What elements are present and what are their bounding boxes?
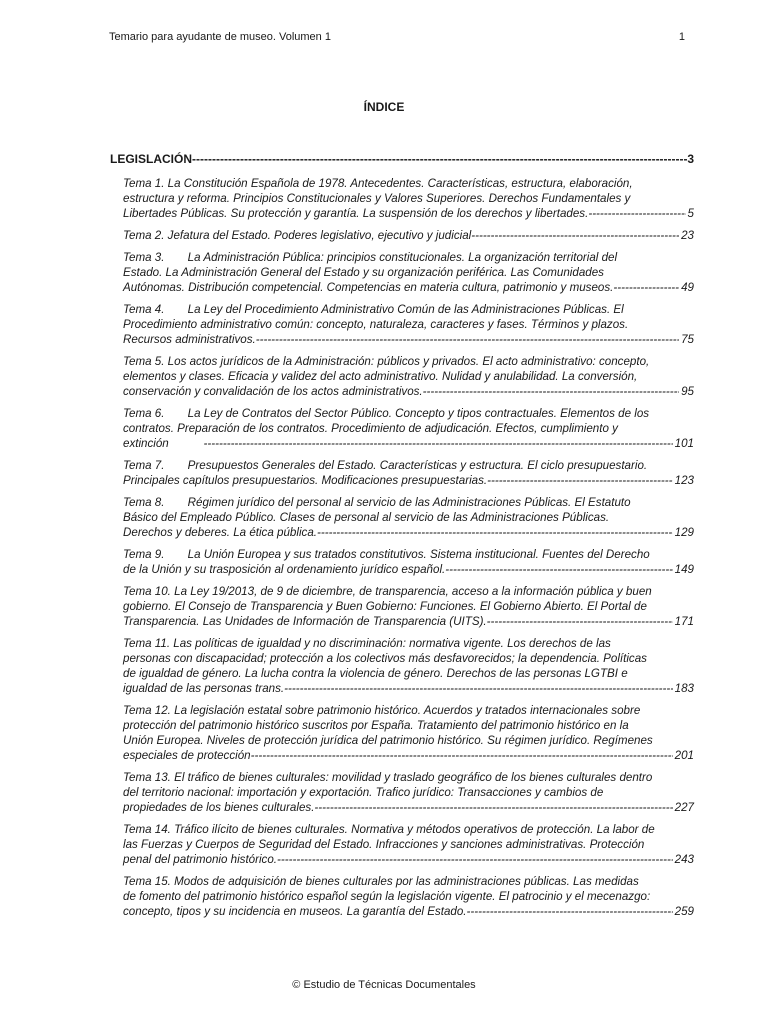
toc-item-line bbox=[123, 785, 694, 800]
table-of-contents bbox=[110, 152, 694, 926]
toc-item-text: Unión Europea. Niveles de protección jurídica del patrimonio histórico. Su régimen jurídico. Regímenes bbox=[123, 734, 653, 747]
dot-leader bbox=[423, 384, 679, 399]
dot-leader bbox=[471, 228, 679, 243]
toc-item-text: Tema 8. Régimen jurídico del personal al servicio de las Administraciones Públicas. El Estatuto bbox=[123, 496, 631, 509]
toc-item-page: 101 bbox=[674, 437, 694, 450]
toc-item-text: de igualdad de género. La lucha contra la violencia de género. Derechos de las personas LGTBI e bbox=[123, 667, 628, 680]
toc-item-text: Autónomas. Distribución competencial. Competencias en materia cultura, patrimonio y museos. bbox=[123, 281, 614, 294]
page-number: 1 bbox=[678, 31, 685, 43]
toc-item-text: elementos y clases. Eficacia y validez del acto administrativo. Nulidad y anulabilidad. La conversión, bbox=[123, 370, 638, 383]
toc-item[interactable] bbox=[123, 547, 694, 577]
toc-item[interactable] bbox=[123, 302, 694, 347]
toc-item-line bbox=[123, 473, 694, 488]
toc-item[interactable] bbox=[123, 228, 694, 243]
toc-item-line bbox=[123, 206, 694, 221]
toc-item-text: Tema 6. La Ley de Contratos del Sector Público. Concepto y tipos contractuales. Elementos de los bbox=[123, 407, 650, 420]
toc-item-line bbox=[123, 525, 694, 540]
toc-item-text: Tema 11. Las políticas de igualdad y no discriminación: normativa vigente. Los derechos de las bbox=[123, 637, 611, 650]
toc-item[interactable] bbox=[123, 636, 694, 696]
toc-item-line bbox=[123, 837, 694, 852]
toc-item-page: 259 bbox=[674, 905, 694, 918]
toc-item-page: 243 bbox=[674, 853, 694, 866]
section-label: LEGISLACIÓN bbox=[110, 152, 193, 166]
toc-item-line bbox=[123, 369, 694, 384]
toc-item[interactable] bbox=[123, 822, 694, 867]
dot-leader bbox=[284, 681, 673, 696]
toc-item-line bbox=[123, 547, 694, 562]
dot-leader bbox=[588, 206, 685, 221]
toc-item-line bbox=[123, 332, 694, 347]
toc-item-line bbox=[123, 584, 694, 599]
toc-item-line bbox=[123, 852, 694, 867]
toc-item-text: Recursos administrativos. bbox=[123, 333, 256, 346]
toc-item-text: penal del patrimonio histórico. bbox=[123, 853, 278, 866]
toc-item-line bbox=[123, 317, 694, 332]
toc-item-text: de fomento del patrimonio histórico español según la legislación vigente. El patrocinio y el mecenazgo: bbox=[123, 890, 651, 903]
toc-item-text: conservación y convalidación de los actos administrativos. bbox=[123, 385, 423, 398]
toc-item-line bbox=[123, 354, 694, 369]
toc-item-text: Tema 7. Presupuestos Generales del Estado. Características y estructura. El ciclo presupuestario. bbox=[123, 459, 648, 472]
dot-leader bbox=[613, 280, 679, 295]
toc-item-text: igualdad de las personas trans. bbox=[123, 682, 285, 695]
toc-item-text: especiales de protección bbox=[123, 749, 251, 762]
index-title: ÍNDICE bbox=[363, 100, 405, 114]
toc-item-line bbox=[123, 510, 694, 525]
dot-leader bbox=[251, 748, 673, 763]
toc-item-line bbox=[123, 733, 694, 748]
toc-item-line bbox=[123, 666, 694, 681]
toc-item-line bbox=[123, 599, 694, 614]
toc-item-text: del territorio nacional: importación y exportación. Trafico jurídico: Transacciones y cambios de bbox=[123, 786, 604, 799]
toc-item-page: 49 bbox=[681, 281, 694, 294]
toc-item-line bbox=[123, 458, 694, 473]
section-page: 3 bbox=[687, 152, 694, 166]
toc-item[interactable] bbox=[123, 250, 694, 295]
toc-item-page: 123 bbox=[674, 474, 694, 487]
toc-item[interactable] bbox=[123, 770, 694, 815]
toc-item-text: gobierno. El Consejo de Transparencia y Buen Gobierno: Funciones. El Gobierno Abierto. El Portal de bbox=[123, 600, 647, 613]
toc-item[interactable] bbox=[123, 874, 694, 919]
toc-item-page: 129 bbox=[674, 526, 694, 539]
toc-item-line bbox=[123, 562, 694, 577]
toc-item-line bbox=[123, 176, 694, 191]
toc-item-page: 171 bbox=[674, 615, 694, 628]
toc-item-line bbox=[123, 681, 694, 696]
dot-leader bbox=[192, 152, 687, 167]
toc-item-page: 23 bbox=[681, 229, 694, 242]
toc-item-line bbox=[123, 651, 694, 666]
toc-item[interactable] bbox=[123, 495, 694, 540]
toc-item-text: personas con discapacidad; protección a los colectivos más desfavorecidos; la dependencia. Políticas bbox=[123, 652, 647, 665]
dot-leader bbox=[487, 473, 673, 488]
toc-item-line bbox=[123, 904, 694, 919]
toc-item-text: Transparencia. Las Unidades de Información de Transparencia (UITS). bbox=[123, 615, 487, 628]
dot-leader bbox=[204, 436, 673, 451]
toc-item-text: Tema 14. Tráfico ilícito de bienes culturales. Normativa y métodos operativos de protección. La labor de bbox=[123, 823, 655, 836]
toc-item-text: protección del patrimonio histórico suscritos por España. Tratamiento del patrimonio histórico en la bbox=[123, 719, 629, 732]
toc-item-text: Procedimiento administrativo común: concepto, naturaleza, caracteres y fases. Términos y plazos. bbox=[123, 318, 629, 331]
section-legislacion[interactable] bbox=[110, 152, 694, 167]
toc-item-text: Principales capítulos presupuestarios. Modificaciones presupuestarias. bbox=[123, 474, 488, 487]
toc-item-text: Tema 12. La legislación estatal sobre patrimonio histórico. Acuerdos y tratados internacionales sobre bbox=[123, 704, 641, 717]
dot-leader bbox=[487, 614, 673, 629]
dot-leader bbox=[467, 904, 673, 919]
toc-item[interactable] bbox=[123, 584, 694, 629]
toc-item-text: Básico del Empleado Público. Clases de personal al servicio de las Administraciones Públicas. bbox=[123, 511, 610, 524]
toc-item-page: 5 bbox=[687, 207, 694, 220]
toc-item-text: Tema 15. Modos de adquisición de bienes culturales por las administraciones públicas. Las medidas bbox=[123, 875, 639, 888]
toc-item[interactable] bbox=[123, 354, 694, 399]
toc-item-text: Tema 9. La Unión Europea y sus tratados constitutivos. Sistema institucional. Fuentes del Derecho bbox=[123, 548, 650, 561]
toc-item-page: 227 bbox=[674, 801, 694, 814]
page-header bbox=[109, 31, 685, 45]
toc-item-page: 149 bbox=[674, 563, 694, 576]
toc-item-line bbox=[123, 250, 694, 265]
dot-leader bbox=[314, 800, 672, 815]
dot-leader bbox=[256, 332, 679, 347]
toc-item-line bbox=[123, 302, 694, 317]
toc-item-text: Tema 5. Los actos jurídicos de la Administración: públicos y privados. El acto administrativo: concepto, bbox=[123, 355, 650, 368]
toc-item-line bbox=[123, 384, 694, 399]
toc-item-text: Estado. La Administración General del Estado y su organización periférica. Las Comunidades bbox=[123, 266, 604, 279]
toc-item-line bbox=[123, 614, 694, 629]
page-footer: © Estudio de Técnicas Documentales bbox=[292, 979, 476, 991]
toc-item-line bbox=[123, 822, 694, 837]
toc-item-text: concepto, tipos y su incidencia en museos. La garantía del Estado. bbox=[123, 905, 467, 918]
toc-item-text: Tema 1. La Constitución Española de 1978. Antecedentes. Características, estructura, elaboración, bbox=[123, 177, 633, 190]
toc-items bbox=[110, 176, 694, 919]
toc-item-text: contratos. Preparación de los contratos. Procedimiento de adjudicación. Efectos, cumplimiento y bbox=[123, 422, 618, 435]
toc-item-line bbox=[123, 191, 694, 206]
toc-item-text: de la Unión y su trasposición al ordenamiento jurídico español. bbox=[123, 563, 446, 576]
document-title: Temario para ayudante de museo. Volumen 1 bbox=[109, 31, 331, 43]
toc-item-line bbox=[123, 800, 694, 815]
toc-item-line bbox=[123, 406, 694, 421]
toc-item-line bbox=[123, 703, 694, 718]
toc-item-line bbox=[123, 436, 694, 451]
toc-item-line bbox=[123, 770, 694, 785]
toc-item-line bbox=[123, 280, 694, 295]
toc-item-line bbox=[123, 636, 694, 651]
dot-leader bbox=[277, 852, 673, 867]
toc-item-line bbox=[123, 718, 694, 733]
toc-item-text: estructura y reforma. Principios Constitucionales y Valores Superiores. Derechos Fundamentales y bbox=[123, 192, 631, 205]
toc-item-text: las Fuerzas y Cuerpos de Seguridad del Estado. Infracciones y sanciones administrativas. Protección bbox=[123, 838, 645, 851]
toc-item-line bbox=[123, 748, 694, 763]
toc-item-page: 201 bbox=[674, 749, 694, 762]
toc-item[interactable] bbox=[123, 176, 694, 221]
toc-item-line bbox=[123, 874, 694, 889]
dot-leader bbox=[445, 562, 672, 577]
toc-item-text: Tema 13. El tráfico de bienes culturales: movilidad y traslado geográfico de los bienes culturales dentro bbox=[123, 771, 653, 784]
dot-leader bbox=[317, 525, 673, 540]
toc-item[interactable] bbox=[123, 458, 694, 488]
toc-item-page: 75 bbox=[681, 333, 694, 346]
toc-item-text: propiedades de los bienes culturales. bbox=[123, 801, 315, 814]
toc-item-page: 95 bbox=[681, 385, 694, 398]
toc-item-line bbox=[123, 889, 694, 904]
toc-item-text: Tema 2. Jefatura del Estado. Poderes legislativo, ejecutivo y judicial bbox=[123, 229, 472, 242]
toc-item-line bbox=[123, 265, 694, 280]
toc-item-text: Tema 10. La Ley 19/2013, de 9 de diciembre, de transparencia, acceso a la información pública y buen bbox=[123, 585, 652, 598]
toc-item-text: Tema 4. La Ley del Procedimiento Administrativo Común de las Administraciones Públicas. El bbox=[123, 303, 624, 316]
toc-item-text: extinción bbox=[123, 437, 204, 450]
toc-item-page: 183 bbox=[674, 682, 694, 695]
toc-item[interactable] bbox=[123, 703, 694, 763]
toc-item-text: Libertades Públicas. Su protección y garantía. La suspensión de los derechos y libertades. bbox=[123, 207, 589, 220]
toc-item-line bbox=[123, 228, 694, 243]
toc-item-line bbox=[123, 421, 694, 436]
toc-item-text: Tema 3. La Administración Pública: principios constitucionales. La organización territorial del bbox=[123, 251, 618, 264]
toc-item[interactable] bbox=[123, 406, 694, 451]
toc-item-text: Derechos y deberes. La ética pública. bbox=[123, 526, 317, 539]
toc-item-line bbox=[123, 495, 694, 510]
